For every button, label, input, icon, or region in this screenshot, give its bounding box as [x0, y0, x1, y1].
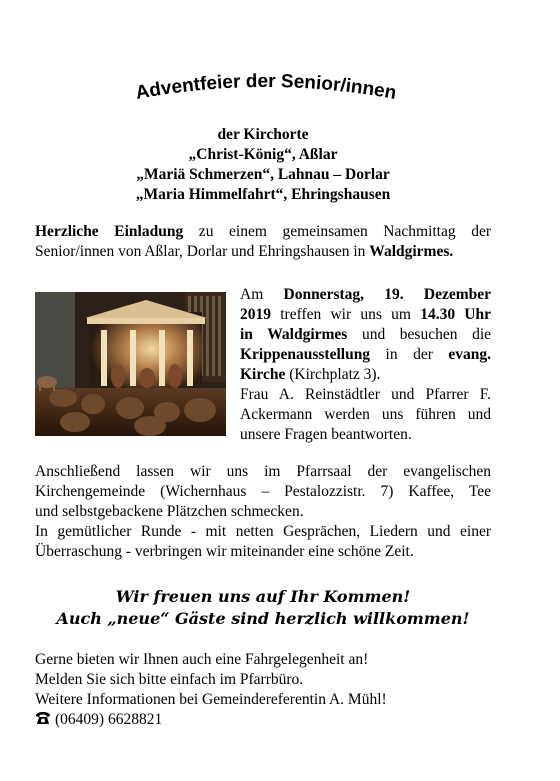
footer-line-1: Gerne bieten wir Ihnen auch eine Fahrgelegenheit an! [35, 651, 369, 668]
event-details [240, 285, 491, 445]
title-text: Adventfeier der Senior/innen [134, 70, 398, 104]
details-line-6: Frau A. Reinstädtler und Pfarrer F. [240, 386, 491, 403]
header-line-1: der Kirchorte [217, 126, 309, 143]
afterwards-line-3: und selbstgebackene Plätzchen schmecken. [35, 503, 304, 520]
nativity-photo [35, 292, 226, 436]
footer-line-2: Melden Sie sich bitte einfach im Pfarrbüro. [35, 671, 304, 688]
phone-number: (06409) 6628821 [55, 711, 163, 728]
invitation-paragraph [35, 222, 491, 262]
contact-info [35, 650, 491, 730]
details-line-7: Ackermann werden uns führen und [240, 406, 491, 423]
welcome-line-1: Wir freuen uns auf Ihr Kommen! [115, 587, 411, 606]
footer-line-3: Weitere Informationen bei Gemeindereferentin A. Mühl! [35, 691, 387, 708]
details-line-5: Kirche (Kirchplatz 3). [240, 366, 381, 383]
arched-title [100, 58, 430, 118]
telephone-icon [35, 711, 51, 725]
invitation-lead: Herzliche Einladung [35, 223, 184, 240]
details-line-1: Am Donnerstag, 19. Dezember [240, 286, 492, 303]
afterwards-line-1: Anschließend lassen wir uns im Pfarrsaal der evangelischen [35, 463, 491, 480]
details-line-4: Krippenausstellung in der evang. [240, 346, 491, 363]
details-line-2: 2019 treffen wir uns um 14.30 Uhr [240, 306, 491, 323]
afterwards-line-2: Kirchengemeinde (Wichernhaus – Pestalozzistr. 7) Kaffee, Tee [35, 483, 491, 500]
invitation-text: zu einem gemeinsamen Nachmittag der Senior/innen von Aßlar, Dorlar und Ehringshausen in [35, 223, 491, 260]
welcome-line-2: Auch „neue“ Gäste sind herzlich willkommen! [56, 609, 470, 628]
details-line-3: in Waldgirmes und besuchen die [240, 326, 492, 343]
parish-header [35, 125, 491, 205]
afterwards-line-5: Überraschung - verbringen wir miteinander eine schöne Zeit. [35, 543, 414, 560]
welcome-message [35, 586, 491, 630]
header-line-3: „Mariä Schmerzen“, Lahnau – Dorlar [136, 166, 390, 183]
invitation-place: Waldgirmes. [369, 243, 454, 260]
phone-line [35, 710, 491, 730]
details-line-8: unsere Fragen beantworten. [240, 426, 412, 443]
header-line-4: „Maria Himmelfahrt“, Ehringshausen [135, 186, 391, 203]
afterwards-paragraph [35, 462, 491, 562]
afterwards-line-4: In gemütlicher Runde - mit netten Gesprächen, Liedern und einer [35, 523, 491, 540]
header-line-2: „Christ-König“, Aßlar [188, 146, 338, 163]
